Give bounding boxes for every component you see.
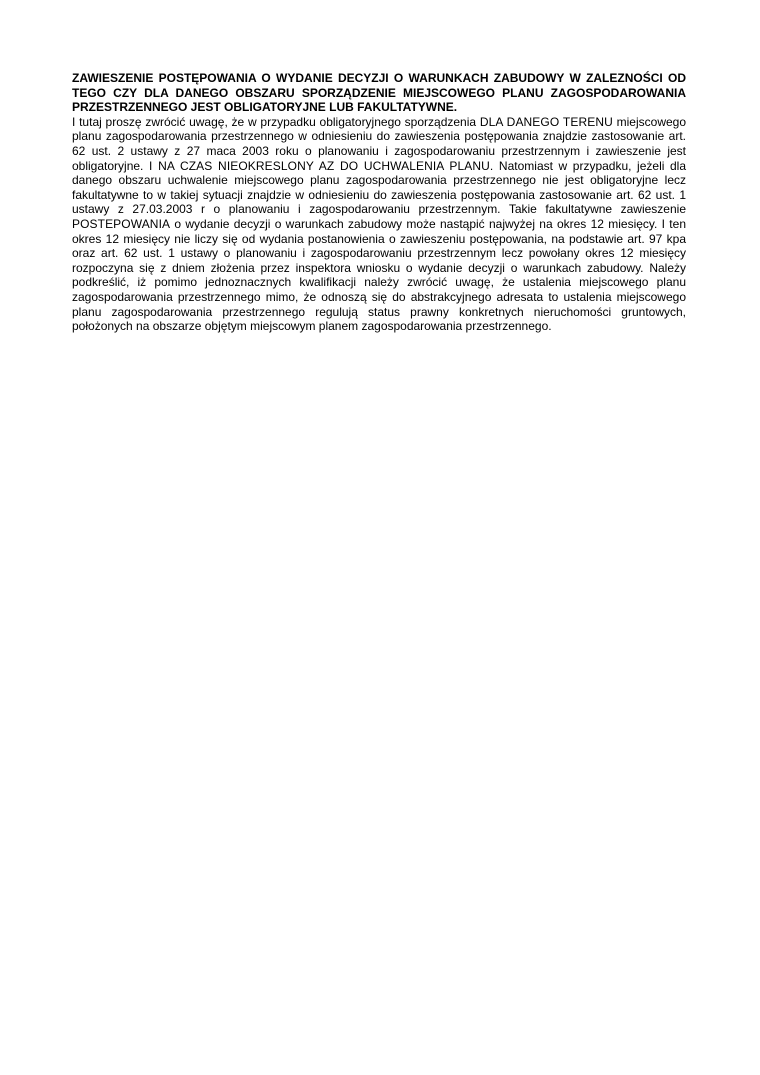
document-body — [72, 115, 686, 334]
document-content — [72, 71, 686, 334]
body-text-segment: I tutaj proszę zwrócić uwagę, że w przypadku obligatoryjnego sporządzenia — [72, 114, 480, 129]
body-text-segment: miejscowego planu zagospodarowania przestrzennego w odniesieniu do zawieszenia postępowania znajdzie zastosowanie art. 62 ust. 2 ustawy z 27 maca 2003 roku o planowaniu i zagospodarowaniu przestrzennym i zawieszenie jest obligatoryjne. — [72, 114, 687, 173]
body-text-segment: o wydanie decyzji o warunkach zabudowy może nastąpić najwyżej na okres 12 miesięcy. I ten okres 12 miesięcy nie liczy się od wydania postanowienia o zawieszeniu postępowania, na podstawie art. 97 kpa oraz art. 62 ust. 1 ustawy o planowaniu i zagospodarowaniu przestrzennym lecz powołany okres 12 miesięcy rozpoczyna się z dniem złożenia przez inspektora wniosku o wydanie decyzji o warunkach zabudowy. Należy podkreślić, iż pomimo jednoznacznych kwalifikacji należy zwrócić uwagę, że ustalenia miejscowego planu zagospodarowania przestrzennego mimo, że odnoszą się do abstrakcyjnego adresata to ustalenia miejscowego planu zagospodarowania przestrzennego regulują status prawny konkretnych nieruchomości gruntowych, położonych na obszarze objętym miejscowym planem zagospodarowania przestrzennego. — [72, 216, 686, 334]
body-text-segment: Natomiast w przypadku, jeżeli dla danego obszaru uchwalenie miejscowego planu zagospodarowania przestrzennego nie jest obligatoryjne lecz fakultatywne to w takiej sytuacji znajdzie w odniesieniu do zawieszenia postępowania zastosowanie art. 62 ust. 1 ustawy z 27.03.2003 r o planowaniu i zagospodarowaniu przestrzennym. Takie fakultatywne zawieszenie — [72, 158, 686, 217]
document-heading: ZAWIESZENIE POSTĘPOWANIA O WYDANIE DECYZJI O WARUNKACH ZABUDOWY W ZALEZNOŚCI OD TEGO CZY DLA DANEGO OBSZARU SPORZĄDZENIE MIEJSCOWEGO PLANU ZAGOSPODAROWANIA PRZESTRZENNEGO JEST OBLIGATORYJNE LUB FAKULTATYWNE. — [72, 71, 686, 115]
body-text-caps-segment: POSTEPOWANIA — [72, 216, 171, 231]
body-text-caps-segment: DLA DANEGO TERENU — [479, 114, 613, 129]
body-text-caps-segment: I NA CZAS NIEOKRESLONY AZ DO UCHWALENIA PLANU. — [148, 158, 494, 173]
